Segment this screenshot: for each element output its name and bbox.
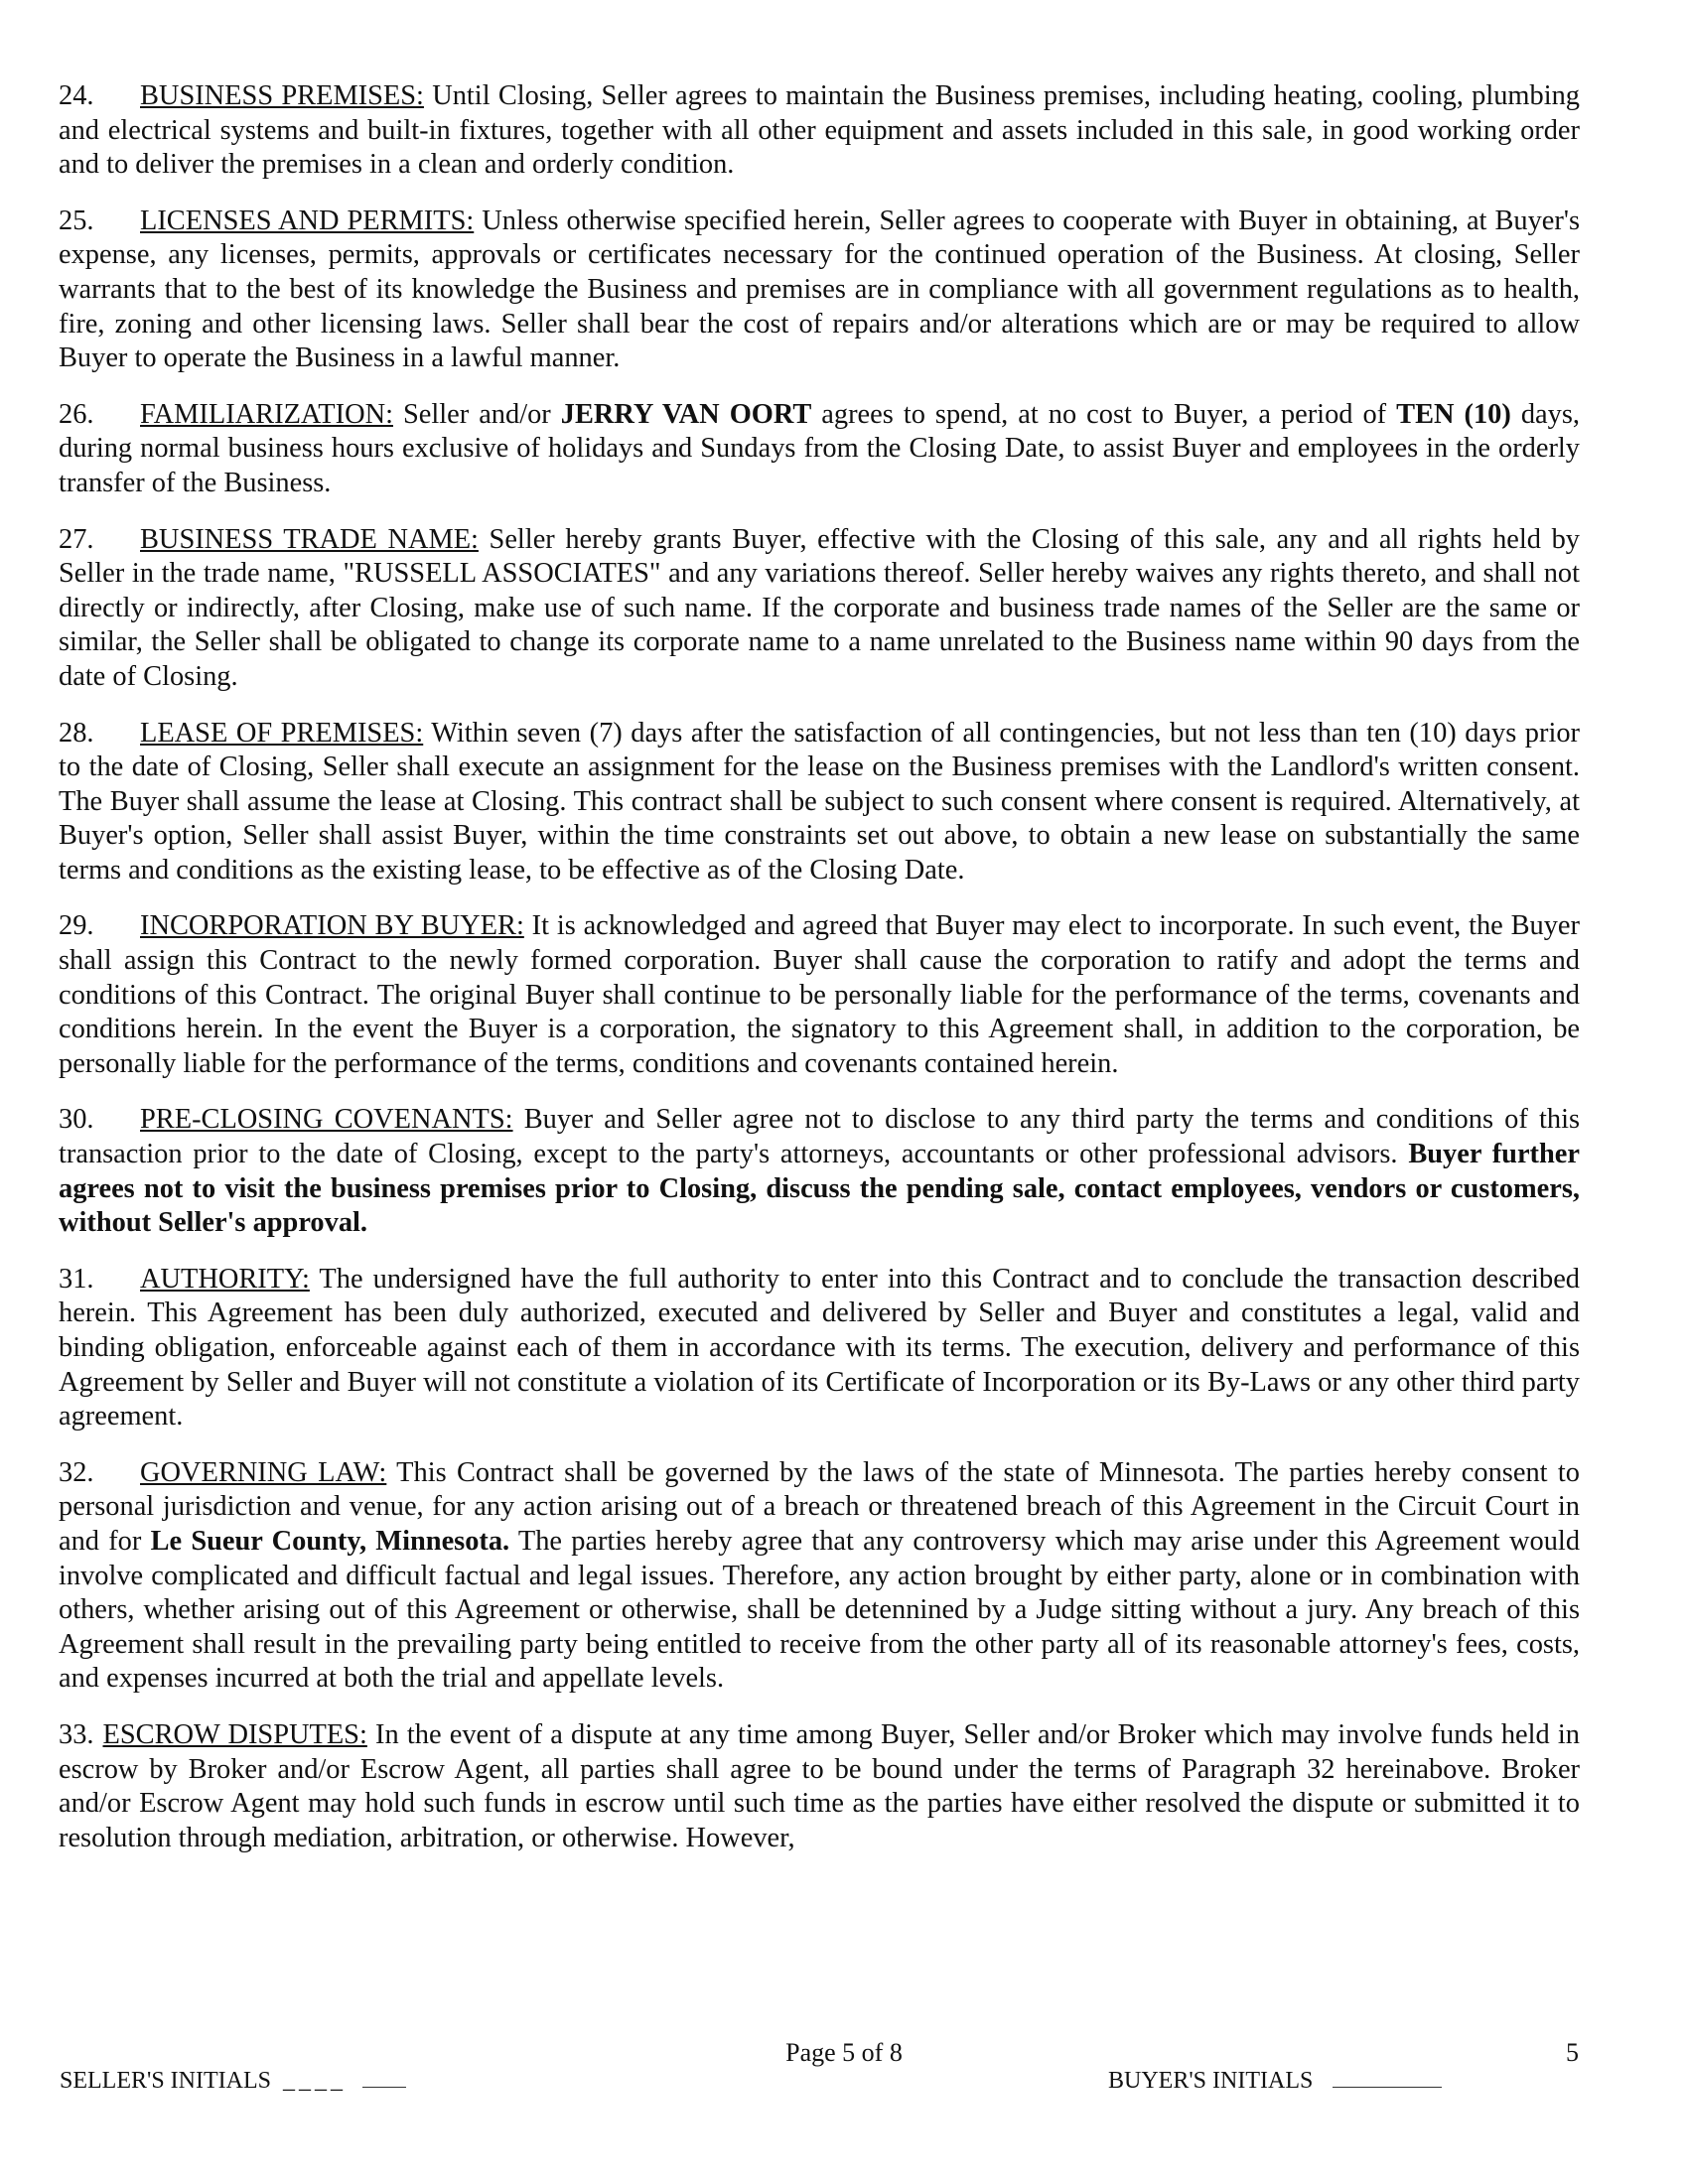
paragraph-number: 28. <box>59 717 94 749</box>
seller-initials-dashes: ____ <box>282 2068 347 2094</box>
seller-initials <box>60 2068 406 2095</box>
paragraph-text: Unless otherwise specified herein, Seller agrees to cooperate with Buyer in obtaining, at Buyer's expense, any licenses, permits, approvals or certificates necessary for the continued operation of the Business. At closing, Seller warrants that to the best of its knowledge the Business and premises are in compliance with all government regulations as to health, fire, zoning and other licensing laws. Seller shall bear the cost of repairs and/or alterations which are or may be required to allow Buyer to operate the Business in a lawful manner. <box>59 205 1581 374</box>
seller-initials-line[interactable] <box>362 2069 406 2088</box>
paragraph-28 <box>59 717 1580 888</box>
buyer-initials <box>1108 2068 1442 2095</box>
paragraph-heading: GOVERNING LAW: <box>140 1456 387 1488</box>
paragraph-text: Within seven (7) days after the satisfaction of all contingencies, but not less than ten (10) days prior to the date of Closing, Seller shall execute an assignment for the lease on the Business premises with the Landlord's written consent. The Buyer shall assume the lease at Closing. This contract shall be subject to such consent where consent is required. Alternatively, at Buyer's option, Seller shall assist Buyer, within the time constraints set out above, to obtain a new lease on substantially the same terms and conditions as the existing lease, to be effective as of the Closing Date. <box>59 717 1580 886</box>
paragraph-24 <box>59 79 1580 183</box>
paragraph-25 <box>59 205 1580 376</box>
buyer-initials-label: BUYER'S INITIALS <box>1108 2068 1314 2094</box>
paragraph-text: days, during normal business hours exclusive of holidays and Sundays from the Closing Date, to assist Buyer and employees in the orderly transfer of the Business. <box>59 398 1580 498</box>
paragraph-text: In the event of a dispute at any time among Buyer, Seller and/or Broker which may involve funds held in escrow by Broker and/or Escrow Agent, all parties shall agree to be bound under the terms of Paragraph 32 hereinabove. Broker and/or Escrow Agent may hold such funds in escrow until such time as the parties have either resolved the dispute or submitted it to resolution through mediation, arbitration, or otherwise. However, <box>59 1718 1580 1853</box>
paragraph-33 <box>59 1718 1580 1855</box>
paragraph-heading: BUSINESS PREMISES: <box>140 80 424 111</box>
paragraph-heading: INCORPORATION BY BUYER: <box>140 910 524 942</box>
paragraph-text: Until Closing, Seller agrees to maintain the Business premises, including heating, cooling, plumbing and electrical systems and built-in fixtures, together with all other equipment and assets included in this sale, in good working order and to deliver the premises in a clean and orderly condition. <box>59 80 1580 181</box>
paragraph-text: agrees to spend, at no cost to Buyer, a period of <box>811 398 1397 430</box>
paragraph-number: 27. <box>59 523 94 555</box>
paragraph-number: 26. <box>59 398 94 430</box>
paragraph-number: 30. <box>59 1104 94 1136</box>
page-label: Page 5 of 8 <box>785 2038 903 2067</box>
paragraph-heading: LEASE OF PREMISES: <box>140 717 424 749</box>
paragraph-heading: AUTHORITY: <box>140 1263 310 1295</box>
page-number: 5 <box>1566 2038 1579 2067</box>
paragraph-number: 33. <box>59 1718 94 1750</box>
contract-page <box>59 79 1580 1877</box>
bold-period: TEN (10) <box>1396 398 1511 430</box>
paragraph-heading: BUSINESS TRADE NAME: <box>140 523 479 555</box>
paragraph-text: Seller and/or <box>392 398 561 430</box>
paragraph-heading: LICENSES AND PERMITS: <box>140 205 475 236</box>
paragraph-27 <box>59 523 1580 695</box>
paragraph-32 <box>59 1456 1580 1697</box>
paragraph-number: 24. <box>59 80 94 111</box>
paragraph-number: 29. <box>59 910 94 942</box>
bold-venue: Le Sueur County, Minnesota. <box>150 1525 510 1557</box>
paragraph-text: The parties hereby agree that any controversy which may arise under this Agreement would involve complicated and difficult factual and legal issues. Therefore, any action brought by either party, alone or in combination with others, whether arising out of this Agreement or otherwise, shall be detennined by a Judge sitting without a jury. Any breach of this Agreement shall result in the prevailing party being entitled to receive from the other party all of its reasonable attorney's fees, costs, and expenses incurred at both the trial and appellate levels. <box>59 1525 1581 1695</box>
paragraph-text: This Contract shall be governed by the laws of the state of Minnesota. The parties hereby consent to personal jurisdiction and venue, for any action arising out of a breach or threatened breach of this Agreement in the Circuit Court in and for <box>59 1456 1580 1557</box>
bold-name: JERRY VAN OORT <box>560 398 812 430</box>
paragraph-number: 31. <box>59 1263 94 1295</box>
paragraph-29 <box>59 909 1580 1081</box>
paragraph-number: 32. <box>59 1456 94 1488</box>
paragraph-text: Seller hereby grants Buyer, effective with the Closing of this sale, any and all rights held by Seller in the trade name, "RUSSELL ASSOCIATES" and any variations thereof. Seller hereby waives any rights thereto, and shall not directly or indirectly, after Closing, make use of such name. If the corporate and business trade names of the Seller are the same or similar, the Seller shall be obligated to change its corporate name to a name unrelated to the Business name within 90 days from the date of Closing. <box>59 523 1580 692</box>
bold-clause: Buyer further agrees not to visit the business premises prior to Closing, discuss the pending sale, contact employees, vendors or customers, without Seller's approval. <box>59 1139 1581 1239</box>
paragraph-heading: ESCROW DISPUTES: <box>102 1718 367 1750</box>
seller-initials-label: SELLER'S INITIALS <box>60 2068 271 2094</box>
buyer-initials-line[interactable] <box>1333 2069 1442 2088</box>
paragraph-text: The undersigned have the full authority to enter into this Contract and to conclude the transaction described herein. This Agreement has been duly authorized, executed and delivered by Seller and Buyer and constitutes a legal, valid and binding obligation, enforceable against each of them in accordance with its terms. The execution, delivery and performance of this Agreement by Seller and Buyer will not constitute a violation of its Certificate of Incorporation or its By-Laws or any other third party agreement. <box>59 1263 1580 1433</box>
paragraph-text: It is acknowledged and agreed that Buyer may elect to incorporate. In such event, the Buyer shall assign this Contract to the newly formed corporation. Buyer shall cause the corporation to ratify and adopt the terms and conditions of this Contract. The original Buyer shall continue to be personally liable for the performance of the terms, covenants and conditions herein. In the event the Buyer is a corporation, the signatory to this Agreement shall, in addition to the corporation, be personally liable for the performance of the terms, conditions and covenants contained herein. <box>59 910 1580 1079</box>
paragraph-text: Buyer and Seller agree not to disclose to any third party the terms and conditions of this transaction prior to the date of Closing, except to the party's attorneys, accountants or other professional advisors. <box>59 1104 1581 1170</box>
paragraph-30 <box>59 1103 1580 1240</box>
paragraph-heading: FAMILIARIZATION: <box>140 398 393 430</box>
paragraph-heading: PRE-CLOSING COVENANTS: <box>140 1104 513 1136</box>
paragraph-number: 25. <box>59 205 94 236</box>
paragraph-26 <box>59 398 1580 501</box>
paragraph-31 <box>59 1263 1580 1434</box>
